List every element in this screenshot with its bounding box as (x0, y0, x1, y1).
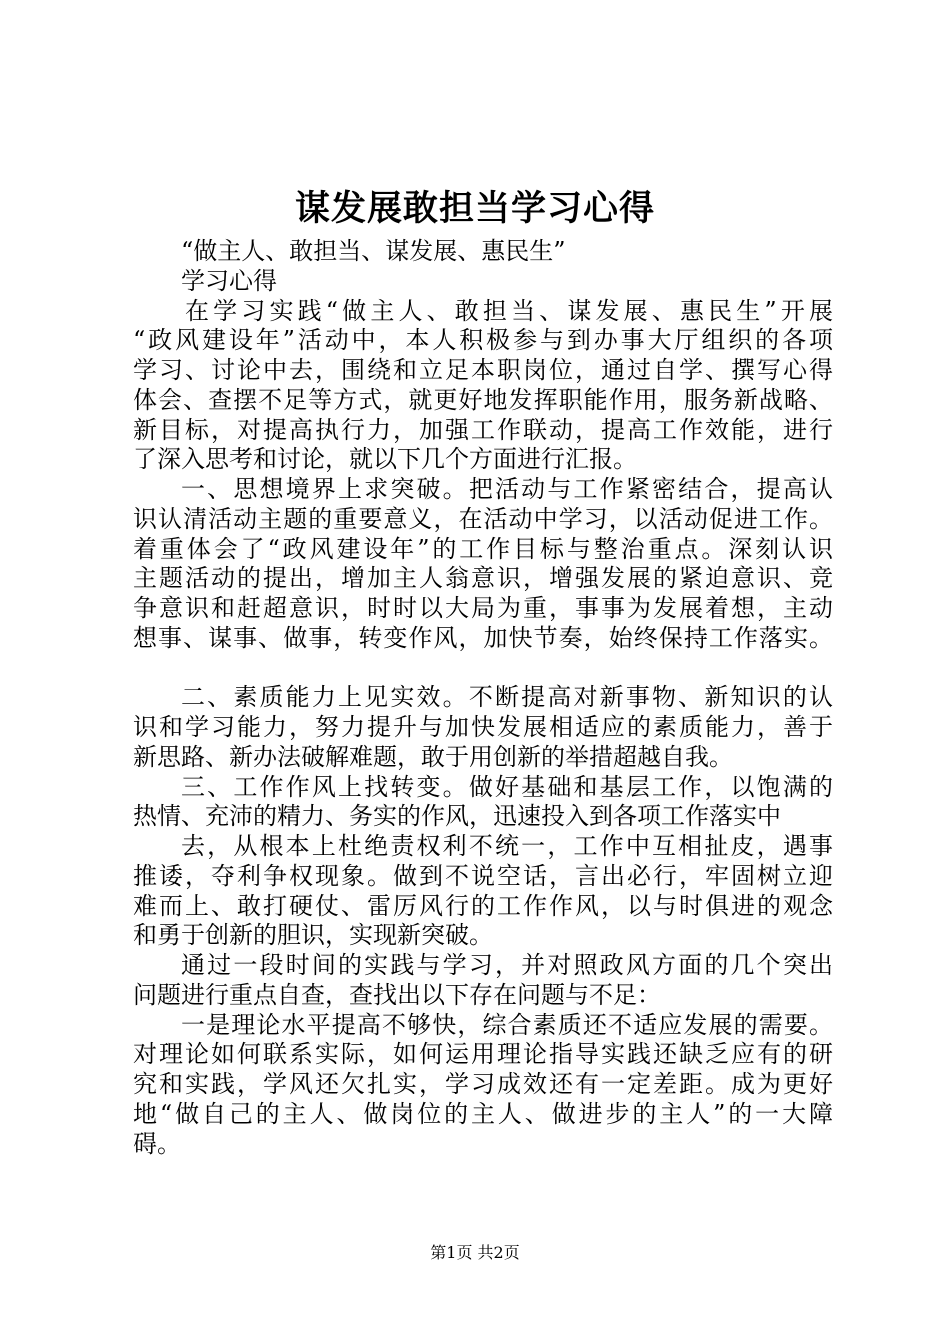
text-line: 了深入思考和讨论，就以下几个方面进行汇报。 (133, 445, 637, 474)
text-line: 一、思想境界上求突破。把活动与工作紧密结合，提高认 (181, 475, 833, 503)
text-line: 去，从根本上杜绝责权利不统一，工作中互相扯皮，遇事 (181, 832, 833, 860)
text-line: 新思路、新办法破解难题，敢于用创新的举措超越自我。 (133, 742, 733, 771)
text-line: 想事、谋事、做事，转变作风，加快节奏，始终保持工作落实。 (133, 623, 833, 652)
text-line: 碍。 (133, 1129, 181, 1158)
text-line: “政风建设年”活动中，本人积极参与到办事大厅组织的各项 (133, 326, 833, 355)
text-line: 推诿，夺利争权现象。做到不说空话，言出必行，牢固树立迎 (133, 861, 833, 890)
document-body (133, 237, 833, 1159)
text-line: 识认清活动主题的重要意义，在活动中学习，以活动促进工作。 (133, 504, 833, 533)
text-line: 地“做自己的主人、做岗位的主人、做进步的主人”的一大障 (133, 1099, 833, 1128)
text-line: 新目标，对提高执行力，加强工作联动，提高工作效能，进行 (133, 415, 833, 444)
text-line: “做主人、敢担当、谋发展、惠民生” (181, 237, 566, 265)
text-line: 热情、充沛的精力、务实的作风，迅速投入到各项工作落实中 (133, 802, 781, 831)
text-line: 究和实践，学风还欠扎实，学习成效还有一定差距。成为更好 (133, 1070, 833, 1098)
text-line: 识和学习能力，努力提升与加快发展相适应的素质能力，善于 (133, 713, 833, 741)
text-line: 通过一段时间的实践与学习，并对照政风方面的几个突出 (181, 951, 833, 979)
text-line: 难而上、敢打硬仗、雷厉风行的工作作风，以与时俱进的观念 (133, 891, 833, 920)
page-footer: 第1页 共2页 (430, 1243, 520, 1262)
text-line: 体会、查摆不足等方式，就更好地发挥职能作用，服务新战略、 (133, 385, 833, 414)
text-line: 一是理论水平提高不够快，综合素质还不适应发展的需要。 (181, 1010, 833, 1039)
text-line: 学习、讨论中去，围绕和立足本职岗位，通过自学、撰写心得 (133, 356, 833, 384)
document-title: 谋发展敢担当学习心得 (294, 188, 655, 229)
text-line: 学习心得 (181, 266, 277, 295)
text-line: 在学习实践“做主人、敢担当、谋发展、惠民生”开展 (185, 296, 833, 325)
blank-line (133, 654, 833, 684)
text-line: 争意识和赶超意识，时时以大局为重，事事为发展着想，主动 (133, 594, 833, 622)
text-line: 二、素质能力上见实效。不断提高对新事物、新知识的认 (181, 683, 833, 712)
text-line: 对理论如何联系实际，如何运用理论指导实践还缺乏应有的研 (133, 1040, 833, 1069)
text-line: 主题活动的提出，增加主人翁意识，增强发展的紧迫意识、竞 (133, 564, 833, 593)
text-line: 着重体会了“政风建设年”的工作目标与整治重点。深刻认识 (133, 534, 833, 563)
text-line: 和勇于创新的胆识，实现新突破。 (133, 921, 493, 950)
text-line: 三、工作作风上找转变。做好基础和基层工作，以饱满的 (181, 772, 833, 801)
text-line: 问题进行重点自查，查找出以下存在问题与不足： (133, 980, 661, 1009)
